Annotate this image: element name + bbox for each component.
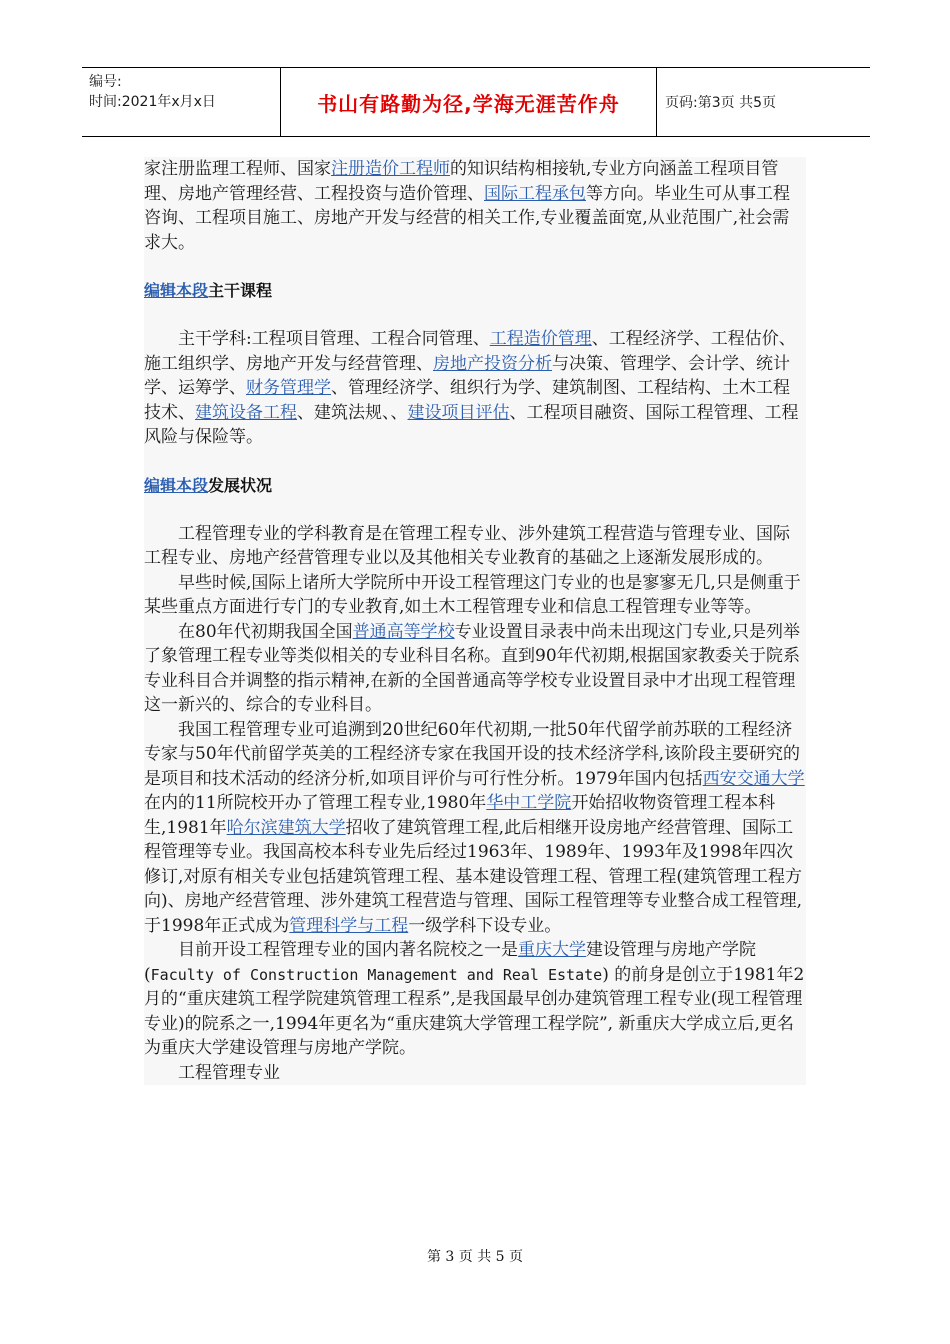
text: 在80年代初期我国全国 [178,621,353,642]
text: 在内的11所院校开办了管理工程专业,1980年 [144,793,487,813]
link-registered-cost-engineer[interactable]: 注册造价工程师 [331,159,450,179]
header-page-label: 页码:第3页 共5页 [665,95,776,111]
section-title: 主干课程 [208,281,273,300]
page-header [82,67,870,137]
text: 一级学科下设专业。 [408,915,562,936]
section-heading-courses [144,279,806,303]
document-body [144,157,806,1085]
text: 我国工程管理专业可追溯到20世纪60年代初期,一批50年代留学前苏联的工程经济专家与50年代前留学英美的工程经济专家在我国开设的技术经济学科,该阶段主要研究的是项目和技术活动的经济分析,如项目评价与可行性分析。1979年国内包括 [144,719,801,789]
link-real-estate-investment[interactable]: 房地产投资分析 [433,353,552,374]
text: 的知识结构相接轨,专业方向涵盖工程项目管理、房地产管理经营、工程投资与造价管理、 [144,159,779,204]
paragraph-development-3 [144,620,806,718]
date-label: 时间:2021年x月x日 [89,94,216,110]
number-label: 编号: [89,74,122,90]
paragraph-intro [144,157,806,255]
link-chongqing-university[interactable]: 重庆大学 [518,940,586,960]
text: 与决策、管理学、会计学、统计学、运筹学、 [144,353,790,398]
header-motto: 书山有路勤为径,学海无涯苦作舟 [281,68,657,136]
paragraph-development-6: 工程管理专业 [178,1062,280,1083]
text: 等方向。毕业生可从事工程咨询、工程项目施工、房地产开发与经营的相关工作,专业覆盖面宽,从业范围广,社会需求大。 [144,183,790,253]
text: 招收了建筑管理工程,此后相继开设房地产经营管理、国际工程管理等专业。我国高校本科专业先后经过1963年、1989年、1993年及1998年四次修订,对原有相关专业包括建筑管理工程、基本建设管理工程、管理工程(建筑管理工程方向)、房地产经营管理、涉外建筑工程营造与管理、国际工程管理等专业整合成工程管理,于1998年正式成为 [144,817,803,936]
link-xian-jiaotong[interactable]: 西安交通大学 [702,768,805,789]
text: 专业设置目录表中尚未出现这门专业,只是列举了象管理工程专业等类似相关的专业科目名称。直到90年代初期,根据国家教委关于院系专业科目合并调整的指示精神,在新的全国普通高等学校专业设置目录中才出现工程管理这一新兴的、综合的专业科目。 [144,621,801,715]
text: 、管理经济学、组织行为学、建筑制图、工程结构、土木工程技术、 [144,378,790,423]
text: 建设管理与房地产学院( [144,940,756,985]
link-building-equipment[interactable]: 建筑设备工程 [195,402,297,423]
link-financial-management[interactable]: 财务管理学 [246,378,331,398]
paragraph-development-5 [144,938,806,1061]
link-huazhong-institute[interactable]: 华中工学院 [486,793,572,813]
link-regular-universities[interactable]: 普通高等学校 [352,621,455,642]
english-name: Faculty of Construction Management and Real Estate [150,965,603,984]
text: 主干学科:工程项目管理、工程合同管理、 [178,329,490,349]
edit-section-link[interactable]: 编辑本段 [144,281,209,300]
link-project-evaluation[interactable]: 建设项目评估 [407,402,510,423]
link-cost-management[interactable]: 工程造价管理 [489,329,592,349]
link-international-contracting[interactable]: 国际工程承包 [484,183,586,204]
text: 开始招收物资管理工程本科生,1981年 [144,793,776,838]
text: 、工程经济学、工程估价、施工组织学、房地产开发与经营管理、 [144,329,796,374]
edit-section-link[interactable]: 编辑本段 [144,475,209,495]
page-footer: 第 3 页 共 5 页 [426,1249,524,1265]
paragraph-courses [144,327,806,450]
text: 家注册监理工程师、国家 [144,159,331,179]
text: 、工程项目融资、国际工程管理、工程风险与保险等。 [144,402,799,447]
header-meta [82,68,281,136]
link-harbin-architecture[interactable]: 哈尔滨建筑大学 [226,817,346,838]
section-title: 发展状况 [208,475,273,495]
link-management-science[interactable]: 管理科学与工程 [289,915,409,936]
section-heading-development [144,474,806,498]
paragraph-development-2: 早些时候,国际上诸所大学院所中开设工程管理这门专业的也是寥寥无几,只是侧重于某些重点方面进行专门的专业教育,如土木工程管理专业和信息工程管理专业等等。 [144,572,801,617]
paragraph-development-4 [144,718,806,939]
text: 、建筑法规、、 [297,402,408,423]
text: 目前开设工程管理专业的国内著名院校之一是 [178,940,518,960]
text: ) 的前身是创立于1981年2月的“重庆建筑工程学院建筑管理工程系”,是我国最早创办建筑管理工程专业(现工程管理专业)的院系之一,1994年更名为“重庆建筑大学管理工程学院”, 新重庆大学成立后,更名为重庆大学建设管理与房地产学院。 [144,964,805,1058]
paragraph-development-1: 工程管理专业的学科教育是在管理工程专业、涉外建筑工程营造与管理专业、国际工程专业、房地产经营管理专业以及其他相关专业教育的基础之上逐渐发展形成的。 [144,523,790,568]
